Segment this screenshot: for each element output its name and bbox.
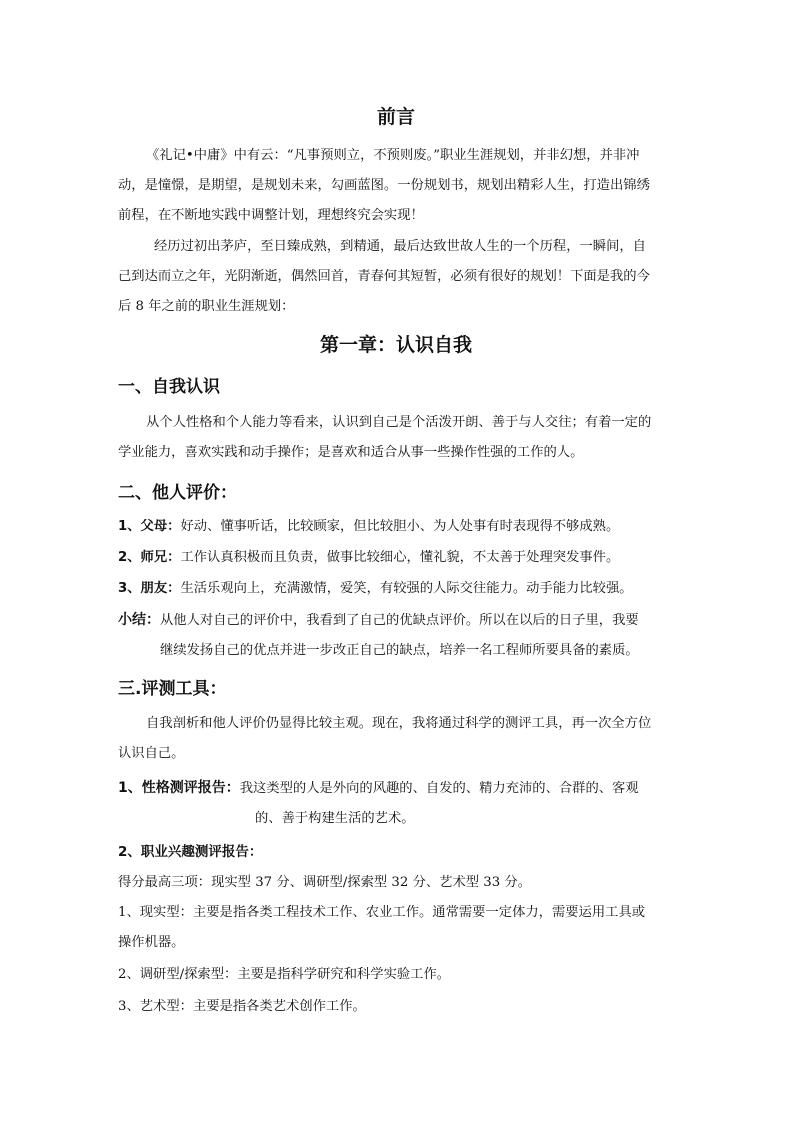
section2-heading: 二、他人评价： <box>118 483 237 503</box>
preface-p1-line1: 《礼记•中庸》中有云：“凡事预则立，不预则废。”职业生涯规划，并非幻想，并非冲 <box>146 148 640 163</box>
section3-intro-line1: 自我剖析和他人评价仍显得比较主观。现在，我将通过科学的测评工具，再一次全方位 <box>146 716 652 731</box>
evaluation-parents-label: 1、父母： <box>118 519 181 534</box>
preface-p2-line1: 经历过初出茅庐，至日臻成熟，到精通，最后达致世故人生的一个历程，一瞬间，自 <box>154 239 646 254</box>
evaluation-friends-label: 3、朋友： <box>118 581 181 596</box>
summary-label: 小结： <box>118 612 160 628</box>
summary-line1 <box>118 610 639 631</box>
personality-report-text-1: 我这类型的人是外向的风趣的、自发的、精力充沛的、合群的、客观 <box>239 781 639 796</box>
evaluation-senior <box>118 548 619 568</box>
interest-report-label: 2、职业兴趣测评报告： <box>118 844 263 860</box>
evaluation-senior-label: 2、师兄： <box>118 550 181 565</box>
summary-text-1: 从他人对自己的评价中，我看到了自己的优缺点评价。所以在以后的日子里，我要 <box>160 613 639 628</box>
preface-p2-line3: 后 8 年之前的职业生涯规划： <box>118 299 295 314</box>
section1-line1: 从个人性格和个人能力等看来，认识到自己是个活泼开朗、善于与人交往；有着一定的 <box>146 415 652 430</box>
section3-intro-line2: 认识自己。 <box>118 746 185 761</box>
personality-report <box>118 778 639 799</box>
evaluation-friends <box>118 579 633 599</box>
interest-report-line2: 1、现实型：主要是指各类工程技术工作、农业工作。通常需要一定体力，需要运用工具或 <box>118 905 646 920</box>
evaluation-parents <box>118 517 619 537</box>
personality-report-label: 1、性格测评报告： <box>118 780 240 796</box>
preface-p1-line3: 前程，在不断地实践中调整计划，理想终究会实现！ <box>118 208 424 223</box>
interest-report-line5: 3、艺术型：主要是指各类艺术创作工作。 <box>118 999 366 1014</box>
interest-report-line1: 得分最高三项：现实型 37 分、调研型/探索型 32 分、艺术型 33 分。 <box>118 875 532 890</box>
evaluation-senior-text: 工作认真积极而且负责，做事比较细心，懂礼貌，不太善于处理突发事件。 <box>180 550 620 565</box>
chapter1-title: 第一章：认识自我 <box>319 334 472 356</box>
section3-heading: 三.评测工具： <box>118 679 227 699</box>
interest-report-line3: 操作机器。 <box>118 935 185 950</box>
interest-report-line4: 2、调研型/探索型：主要是指科学研究和科学实验工作。 <box>118 967 451 982</box>
preface-title: 前言 <box>376 106 415 128</box>
summary-line2: 继续发扬自己的优点并进一步改正自己的缺点，培养一名工程师所要具备的素质。 <box>160 643 639 658</box>
preface-p2-line2: 己到达而立之年，光阴渐逝，偶然回首，青春何其短暂，必须有很好的规划！下面是我的今 <box>118 269 650 284</box>
section1-line2: 学业能力，喜欢实践和动手操作；是喜欢和适合从事一些操作性强的工作的人。 <box>118 445 584 460</box>
evaluation-friends-text: 生活乐观向上，充满激情，爱笑，有较强的人际交往能力。动手能力比较强。 <box>180 581 633 596</box>
personality-report-line2: 的、善于构建生活的艺术。 <box>255 811 415 826</box>
preface-p1-line2: 动，是憧憬，是期望，是规划未来，勾画蓝图。一份规划书，规划出精彩人生，打造出锦绣 <box>118 178 650 193</box>
evaluation-parents-text: 好动、懂事听话，比较顾家，但比较胆小、为人处事有时表现得不够成熟。 <box>180 519 620 534</box>
section1-heading: 一、自我认识 <box>118 377 220 397</box>
